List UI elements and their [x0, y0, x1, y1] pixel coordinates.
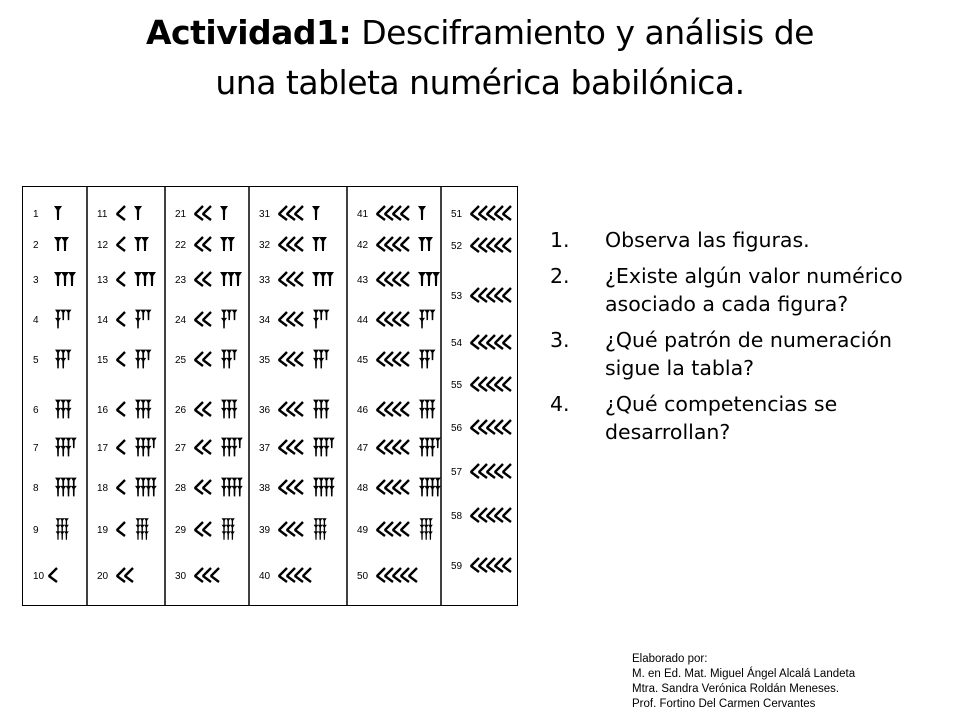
- tablet-entry: [175, 568, 219, 582]
- tablet-number-label: 10: [33, 571, 45, 582]
- tablet-number-label: 43: [357, 275, 369, 286]
- tablet-entry: [451, 506, 517, 525]
- tablet-entry: [259, 438, 335, 457]
- cuneiform-numeral-glyph: [279, 400, 330, 419]
- credits-block: [632, 652, 952, 712]
- cuneiform-numeral-glyph: [55, 400, 72, 419]
- title-rest: Desciframiento y análisis de: [351, 13, 814, 52]
- tablet-entry: [451, 288, 517, 302]
- tablet-number-label: 28: [175, 483, 187, 494]
- tablet-number-label: 3: [33, 275, 39, 286]
- tablet-number-label: 46: [357, 405, 369, 416]
- cuneiform-numeral-glyph: [55, 478, 77, 497]
- tablet-entry: [33, 438, 77, 457]
- tablet-number-label: 53: [451, 291, 463, 302]
- tablet-entry: [259, 310, 330, 329]
- tablet-entry: [259, 518, 327, 540]
- question-item: [550, 226, 950, 254]
- tablet-number-label: 34: [259, 315, 271, 326]
- tablet-number-label: 14: [97, 315, 109, 326]
- tablet-number-label: 59: [451, 561, 463, 572]
- cuneiform-numeral-glyph: [195, 478, 243, 497]
- tablet-entry: [97, 272, 156, 286]
- cuneiform-numeral-glyph: [195, 518, 235, 540]
- title-bold: Actividad1:: [146, 13, 352, 52]
- cuneiform-numeral-glyph: [377, 438, 441, 457]
- tablet-number-label: 20: [97, 571, 109, 582]
- question-number: 2.: [550, 264, 570, 288]
- tablet-number-label: 54: [451, 338, 463, 349]
- tablet-entry: [451, 333, 517, 352]
- tablet-entry: [97, 237, 149, 251]
- cuneiform-numeral-glyph: [377, 568, 417, 582]
- tablet-number-label: 9: [33, 525, 39, 536]
- question-text: ¿Qué patrón de numeración sigue la tabla?: [605, 328, 892, 380]
- question-number: 4.: [550, 392, 570, 416]
- tablet-number-label: 16: [97, 405, 109, 416]
- tablet-number-label: 22: [175, 240, 187, 251]
- tablet-entry: [97, 310, 152, 329]
- tablet-entry: [357, 272, 440, 286]
- cuneiform-numeral-glyph: [377, 400, 436, 419]
- tablet-entry: [97, 400, 152, 419]
- tablet-entry: [97, 478, 157, 497]
- tablet-entry: [259, 350, 330, 369]
- tablet-number-label: 36: [259, 405, 271, 416]
- tablet-number-label: 33: [259, 275, 271, 286]
- tablet-entry: [259, 568, 311, 582]
- tablet-entry: [97, 206, 142, 220]
- tablet-entry: [451, 554, 517, 576]
- tablet-entry: [175, 272, 242, 286]
- cuneiform-numeral-glyph: [279, 206, 320, 220]
- question-number: 3.: [550, 328, 570, 352]
- tablet-number-label: 52: [451, 241, 463, 252]
- tablet-number-label: 19: [97, 525, 109, 536]
- cuneiform-numeral-glyph: [195, 568, 219, 582]
- tablet-entry: [357, 438, 441, 457]
- tablet-number-label: 27: [175, 443, 187, 454]
- question-text: ¿Existe algún valor numérico asociado a cada figura?: [605, 264, 903, 316]
- cuneiform-numeral-glyph: [377, 310, 436, 329]
- credits-author: Mtra. Sandra Verónica Roldán Meneses.: [632, 683, 840, 695]
- slide-title: [0, 8, 960, 108]
- cuneiform-numeral-glyph: [117, 438, 157, 457]
- cuneiform-numeral-glyph: [195, 237, 235, 251]
- title-line-2: una tableta numérica babilónica.: [215, 63, 745, 102]
- tablet-entry: [33, 237, 69, 251]
- tablet-number-label: 39: [259, 525, 271, 536]
- tablet-entry: [33, 310, 72, 329]
- cuneiform-numeral-glyph: [49, 568, 57, 582]
- tablet-number-label: 42: [357, 240, 369, 251]
- cuneiform-numeral-glyph: [117, 272, 156, 286]
- cuneiform-numeral-glyph: [117, 568, 133, 582]
- cuneiform-numeral-glyph: [117, 518, 149, 540]
- cuneiform-numeral-glyph: [471, 554, 517, 576]
- babylonian-numeral-tablet: [22, 186, 518, 606]
- tablet-number-label: 55: [451, 380, 463, 391]
- tablet-number-label: 8: [33, 483, 39, 494]
- tablet-number-label: 23: [175, 275, 187, 286]
- tablet-entry: [357, 518, 433, 540]
- tablet-entry: [97, 518, 149, 540]
- cuneiform-numeral-glyph: [55, 310, 72, 329]
- cuneiform-numeral-glyph: [55, 438, 77, 457]
- tablet-entry: [97, 350, 152, 369]
- tablet-number-label: 51: [451, 209, 463, 220]
- tablet-number-label: 41: [357, 209, 369, 220]
- tablet-drawing: [23, 187, 517, 605]
- tablet-number-label: 26: [175, 405, 187, 416]
- tablet-number-label: 21: [175, 209, 187, 220]
- tablet-number-label: 2: [33, 240, 39, 251]
- cuneiform-numeral-glyph: [279, 438, 335, 457]
- tablet-number-label: 29: [175, 525, 187, 536]
- cuneiform-numeral-glyph: [471, 333, 517, 352]
- tablet-number-label: 32: [259, 240, 271, 251]
- tablet-number-label: 6: [33, 405, 39, 416]
- tablet-entry: [259, 272, 334, 286]
- cuneiform-numeral-glyph: [377, 206, 426, 220]
- question-text: ¿Qué competencias se desarrollan?: [605, 392, 838, 444]
- cuneiform-numeral-glyph: [279, 272, 334, 286]
- tablet-number-label: 13: [97, 275, 109, 286]
- tablet-entry: [33, 206, 62, 220]
- tablet-entry: [357, 350, 436, 369]
- tablet-number-label: 31: [259, 209, 271, 220]
- cuneiform-numeral-glyph: [117, 478, 157, 497]
- tablet-number-label: 47: [357, 443, 369, 454]
- tablet-entry: [33, 518, 69, 540]
- tablet-number-label: 37: [259, 443, 271, 454]
- tablet-entry: [175, 478, 243, 497]
- tablet-number-label: 1: [33, 209, 39, 220]
- cuneiform-numeral-glyph: [471, 238, 517, 252]
- tablet-entry: [175, 400, 238, 419]
- tablet-entry: [175, 438, 243, 457]
- tablet-number-label: 12: [97, 240, 109, 251]
- cuneiform-numeral-glyph: [54, 272, 76, 286]
- question-number: 1.: [550, 228, 570, 252]
- cuneiform-numeral-glyph: [377, 350, 436, 369]
- tablet-entry: [33, 400, 72, 419]
- cuneiform-numeral-glyph: [471, 288, 517, 302]
- cuneiform-numeral-glyph: [195, 438, 243, 457]
- cuneiform-numeral-glyph: [117, 400, 152, 419]
- tablet-number-label: 45: [357, 355, 369, 366]
- tablet-number-label: 24: [175, 315, 187, 326]
- question-item: [550, 390, 950, 446]
- tablet-number-label: 40: [259, 571, 271, 582]
- cuneiform-numeral-glyph: [195, 272, 242, 286]
- cuneiform-numeral-glyph: [195, 206, 228, 220]
- cuneiform-numeral-glyph: [117, 237, 149, 251]
- tablet-entry: [33, 568, 57, 582]
- tablet-entry: [175, 237, 235, 251]
- cuneiform-numeral-glyph: [377, 272, 440, 286]
- tablet-entry: [175, 350, 238, 369]
- tablet-number-label: 57: [451, 467, 463, 478]
- tablet-entry: [175, 518, 235, 540]
- tablet-entry: [97, 438, 157, 457]
- cuneiform-numeral-glyph: [55, 350, 72, 369]
- tablet-number-label: 18: [97, 483, 109, 494]
- cuneiform-numeral-glyph: [117, 350, 152, 369]
- credits-heading: Elaborado por:: [632, 653, 708, 665]
- cuneiform-numeral-glyph: [195, 350, 238, 369]
- cuneiform-numeral-glyph: [471, 506, 517, 525]
- tablet-entry: [259, 237, 327, 251]
- title-line-1: [0, 8, 960, 58]
- cuneiform-numeral-glyph: [377, 237, 433, 251]
- cuneiform-numeral-glyph: [377, 478, 441, 497]
- cuneiform-numeral-glyph: [56, 518, 69, 540]
- tablet-entry: [175, 206, 228, 220]
- cuneiform-numeral-glyph: [117, 310, 152, 329]
- cuneiform-numeral-glyph: [195, 310, 238, 329]
- tablet-number-label: 56: [451, 423, 463, 434]
- tablet-entry: [451, 375, 517, 394]
- tablet-entry: [259, 400, 330, 419]
- tablet-entry: [357, 237, 433, 251]
- tablet-entry: [357, 478, 441, 497]
- question-list: [550, 226, 950, 454]
- tablet-entry: [175, 310, 238, 329]
- tablet-number-label: 7: [33, 443, 39, 454]
- cuneiform-numeral-glyph: [471, 375, 517, 394]
- tablet-number-label: 48: [357, 483, 369, 494]
- credits-author: M. en Ed. Mat. Miguel Ángel Alcalá Landeta: [632, 668, 856, 680]
- question-item: [550, 326, 950, 382]
- tablet-number-label: 44: [357, 315, 369, 326]
- tablet-number-label: 58: [451, 511, 463, 522]
- tablet-number-label: 17: [97, 443, 109, 454]
- tablet-entry: [33, 350, 72, 369]
- tablet-number-label: 38: [259, 483, 271, 494]
- tablet-number-label: 25: [175, 355, 187, 366]
- tablet-entry: [259, 206, 320, 220]
- tablet-number-label: 30: [175, 571, 187, 582]
- tablet-entry: [451, 206, 517, 220]
- tablet-number-label: 49: [357, 525, 369, 536]
- tablet-entry: [451, 238, 517, 252]
- tablet-entry: [357, 206, 426, 220]
- cuneiform-numeral-glyph: [377, 518, 433, 540]
- tablet-entry: [357, 568, 417, 582]
- tablet-entry: [259, 478, 335, 497]
- tablet-entry: [451, 418, 517, 437]
- cuneiform-numeral-glyph: [117, 206, 142, 220]
- question-text: Observa las figuras.: [605, 228, 810, 252]
- tablet-number-label: 5: [33, 355, 39, 366]
- cuneiform-numeral-glyph: [471, 418, 517, 437]
- cuneiform-numeral-glyph: [471, 462, 517, 481]
- cuneiform-numeral-glyph: [279, 237, 327, 251]
- cuneiform-numeral-glyph: [279, 478, 335, 497]
- tablet-entry: [451, 462, 517, 481]
- tablet-entry: [33, 272, 76, 286]
- tablet-number-label: 50: [357, 571, 369, 582]
- cuneiform-numeral-glyph: [279, 350, 330, 369]
- cuneiform-numeral-glyph: [279, 310, 330, 329]
- tablet-entry: [357, 400, 436, 419]
- tablet-number-label: 15: [97, 355, 109, 366]
- question-item: [550, 262, 950, 318]
- tablet-entry: [97, 568, 133, 582]
- cuneiform-numeral-glyph: [279, 568, 311, 582]
- cuneiform-numeral-glyph: [279, 518, 327, 540]
- tablet-number-label: 4: [33, 315, 39, 326]
- tablet-number-label: 35: [259, 355, 271, 366]
- tablet-number-label: 11: [97, 209, 108, 220]
- cuneiform-numeral-glyph: [471, 206, 517, 220]
- tablet-entry: [357, 310, 436, 329]
- credits-author: Prof. Fortino Del Carmen Cervantes: [632, 698, 816, 710]
- cuneiform-numeral-glyph: [195, 400, 238, 419]
- cuneiform-numeral-glyph: [54, 237, 69, 251]
- tablet-entry: [33, 478, 77, 497]
- cuneiform-numeral-glyph: [54, 206, 62, 220]
